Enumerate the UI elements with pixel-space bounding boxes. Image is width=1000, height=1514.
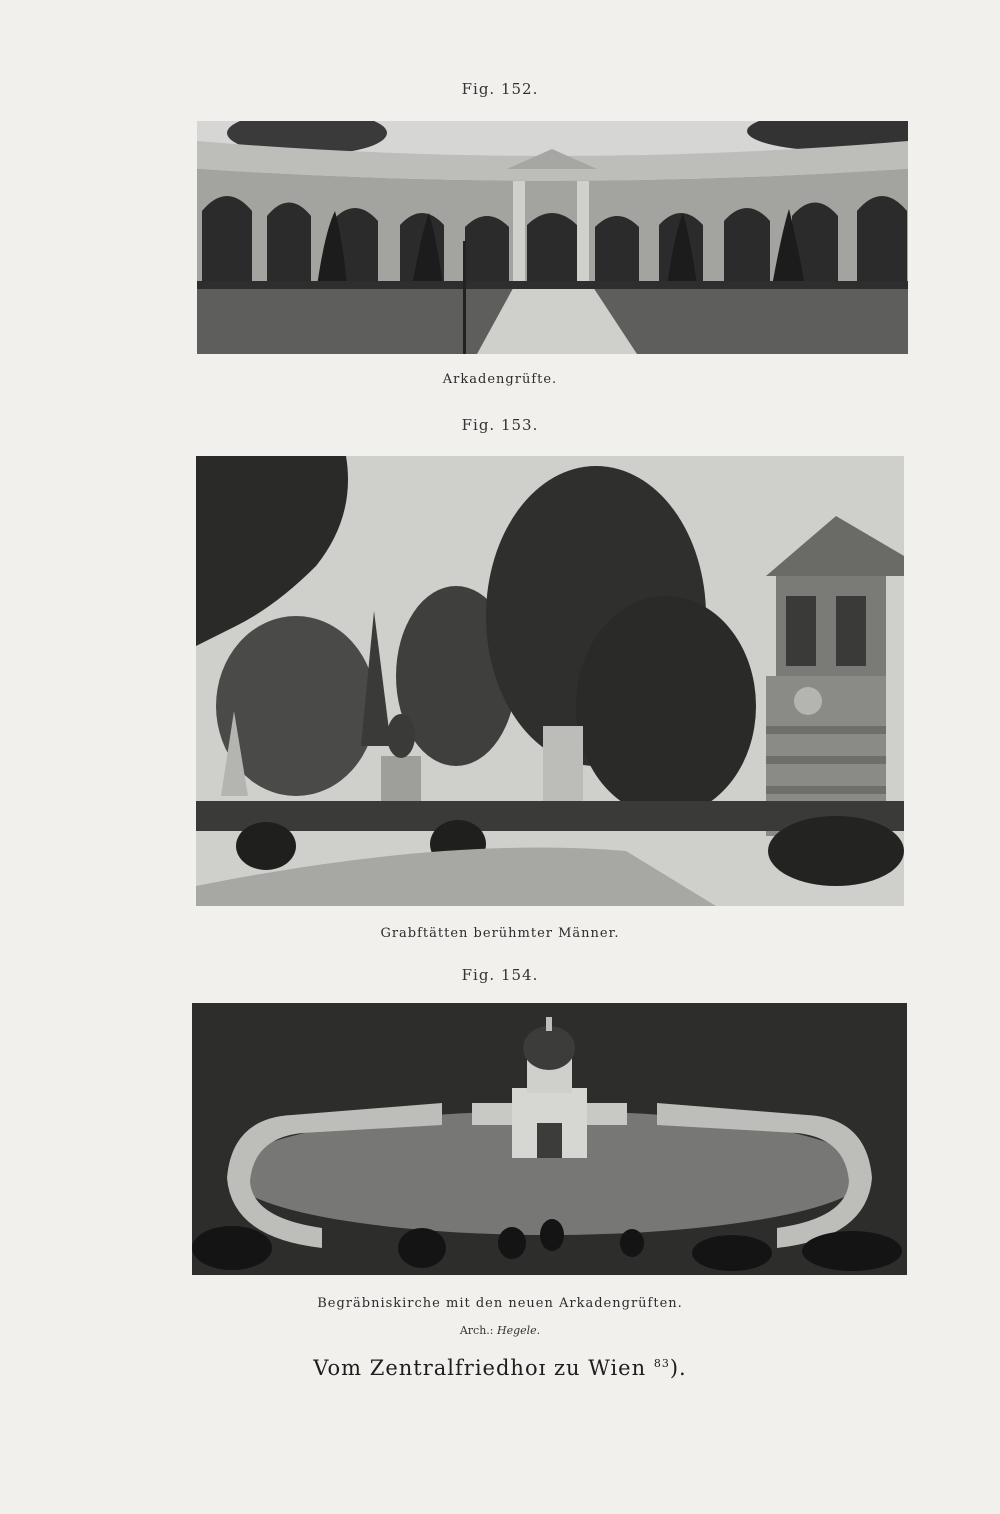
heading-text: Vom Zentralfriedhoɪ zu Wien [313,1356,647,1380]
credit-prefix: Arch.: [459,1324,494,1337]
credit-name: Hegele. [496,1324,541,1337]
heading-suffix: ). [669,1356,687,1380]
caption-fig-153: Grabftätten berühmter Männer. [380,926,620,941]
photo-cemetery-church-model [192,1003,907,1275]
page-heading [0,1356,1000,1380]
caption-fig-154: Begräbniskirche mit den neuen Arkadengrüften. [317,1296,683,1311]
caption-fig-152: Arkadengrüfte. [442,372,558,387]
figure-label-152: Fig. 152. [461,80,539,98]
photo-arcade-crypts [197,121,908,354]
architect-credit [0,1324,1000,1337]
heading-footnote: 83 [653,1357,670,1370]
figure-label-153: Fig. 153. [461,416,539,434]
photo-graves-of-famous-men [196,456,904,906]
figure-label-154: Fig. 154. [461,966,539,984]
